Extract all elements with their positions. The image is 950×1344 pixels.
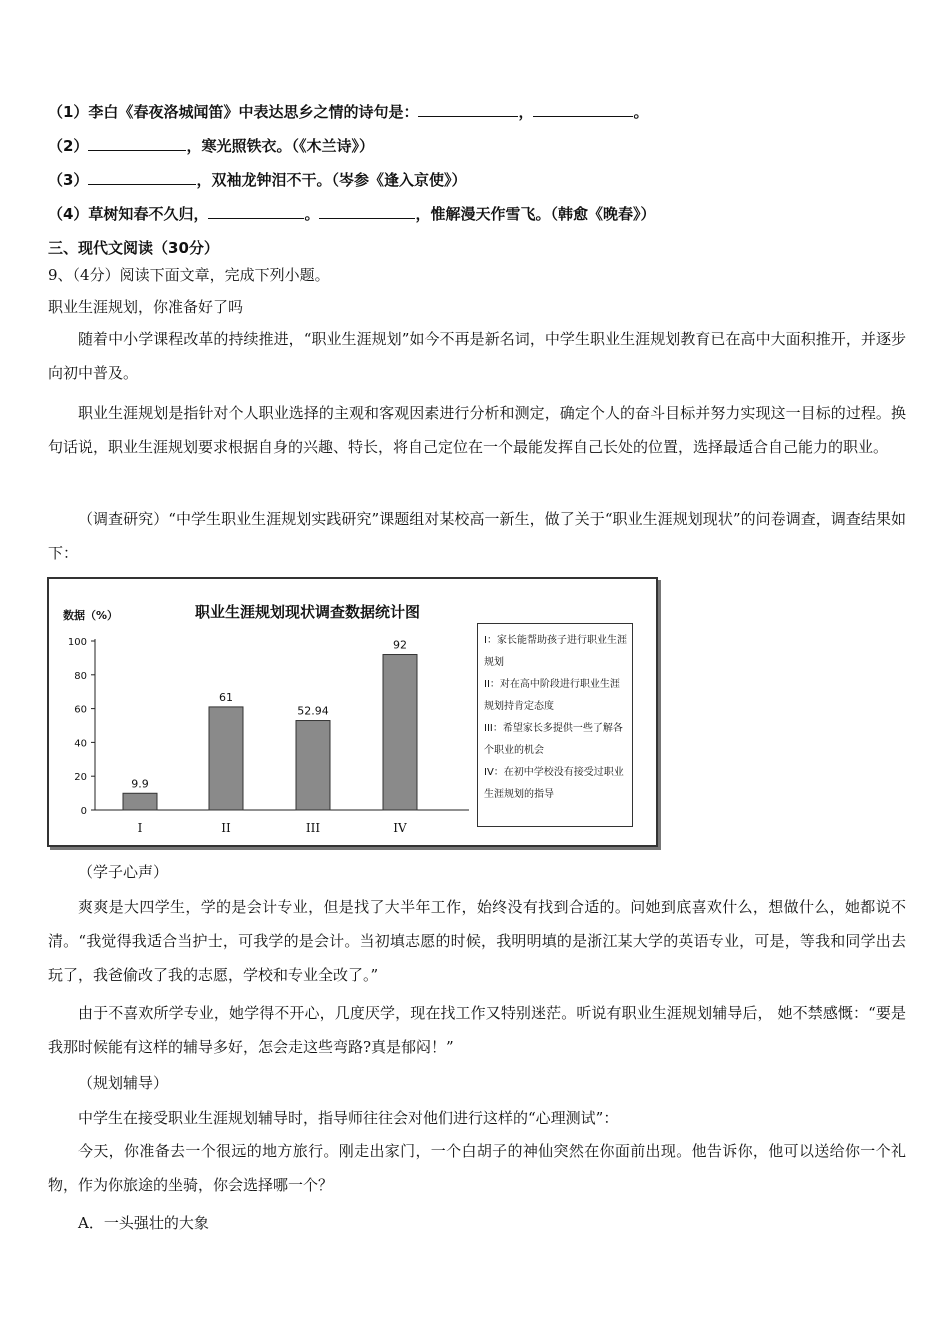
- paragraph-8: 中学生在接受职业生涯规划辅导时，指导师往往会对他们进行这样的“心理测试”：: [78, 1109, 619, 1127]
- paragraph-7: （规划辅导）: [78, 1074, 169, 1092]
- paragraph-9: 今天，你准备去一个很远的地方旅行。刚走出家门，一个白胡子的神仙突然在你面前出现。他告诉你，他可以送给你一个礼物，作为你旅途的坐骑，你会选择哪一个？: [48, 1142, 906, 1194]
- q4-prefix: （4）草树知春不久归，: [48, 205, 209, 223]
- paragraph-2: 职业生涯规划是指针对个人职业选择的主观和客观因素进行分析和测定，确定个人的奋斗目标并努力实现这一目标的过程。换句话说，职业生涯规划要求根据自身的兴趣、特长，将自己定位在一个最能发挥自己长处的位置，选择最适合自己能力的职业。: [48, 404, 906, 456]
- paragraph-5: 爽爽是大四学生，学的是会计专业，但是找了大半年工作，始终没有找到合适的。问她到底喜欢什么，想做什么，她都说不清。“我觉得我适合当护士，可我学的是会计。当初填志愿的时候，我明明填的是浙江某大学的英语专业，可是，等我和同学出去玩了，我爸偷改了我的志愿，学校和专业全改了。”: [48, 898, 906, 984]
- question-number: 9、（4分）阅读下面文章，完成下列小题。: [48, 266, 330, 284]
- legend-item-4: IV：在初中学校没有接受过职业生涯规划的指导: [484, 767, 624, 800]
- bar-value-label: 9.9: [131, 777, 149, 791]
- q2-suffix: ，寒光照铁衣。（《木兰诗》）: [186, 137, 374, 155]
- q4-suffix: ，惟解漫天作雪飞。（韩愈《晚春》）: [415, 205, 656, 223]
- poem-question-3: [48, 170, 466, 190]
- chart-ylabel: 数据（%）: [63, 609, 119, 622]
- q4-mid: 。: [304, 205, 320, 223]
- y-tick-label: 20: [74, 772, 87, 784]
- x-tick-label: III: [305, 821, 321, 835]
- paragraph-6: 由于不喜欢所学专业，她学得不开心，几度厌学，现在找工作又特别迷茫。听说有职业生涯规划辅导后， 她不禁感慨：“要是我那时候能有这样的辅导多好，怎会走这些弯路?真是郁闷！”: [48, 1004, 906, 1056]
- bar-4: [383, 655, 417, 810]
- q2-prefix: （2）: [48, 137, 89, 155]
- q3-suffix: ，双袖龙钟泪不干。（岑参《逢入京使》）: [196, 171, 467, 189]
- bar-2: [209, 707, 243, 810]
- q4-blank-2[interactable]: [319, 204, 415, 219]
- poem-question-4: [48, 204, 655, 224]
- q1-blank-1[interactable]: [418, 102, 518, 117]
- paragraph-1: 随着中小学课程改革的持续推进，“职业生涯规划”如今不再是新名词，中学生职业生涯规划教育已在高中大面积推开，并逐步向初中普及。: [48, 330, 906, 382]
- q2-blank[interactable]: [88, 136, 186, 151]
- y-tick-label: 0: [80, 806, 87, 817]
- y-tick-label: 40: [74, 738, 87, 750]
- section-title: 三、现代文阅读（30分）: [48, 239, 219, 257]
- bar-value-label: 92: [393, 638, 407, 652]
- q4-blank-1[interactable]: [208, 204, 304, 219]
- chart-legend: [477, 623, 633, 827]
- article-title: 职业生涯规划，你准备好了吗: [48, 298, 244, 316]
- q1-text: （1）李白《春夜洛城闻笛》中表达思乡之情的诗句是：: [48, 103, 419, 121]
- legend-item-3: III：希望家长多提供一些了解各个职业的机会: [484, 723, 623, 756]
- x-tick-label: I: [137, 821, 143, 835]
- y-tick-label: 100: [67, 637, 87, 648]
- bar-value-label: 52.94: [297, 704, 329, 718]
- paragraph-3: （调查研究）“中学生职业生涯规划实践研究”课题组对某校高一新生，做了关于“职业生涯规划现状”的问卷调查，调查结果如下：: [48, 510, 906, 562]
- paragraph-10: A．一头强壮的大象: [78, 1214, 209, 1232]
- bar-3: [296, 721, 330, 810]
- y-tick-label: 80: [74, 670, 87, 682]
- poem-question-2: [48, 136, 374, 156]
- x-tick-label: IV: [393, 821, 407, 835]
- q1-sep: ，: [518, 103, 534, 121]
- legend-item-2: II：对在高中阶段进行职业生涯规划持肯定态度: [484, 679, 620, 712]
- q3-prefix: （3）: [48, 171, 89, 189]
- legend-item-1: I：家长能帮助孩子进行职业生涯规划: [484, 635, 627, 668]
- bar-1: [123, 793, 157, 810]
- x-tick-label: II: [221, 821, 231, 835]
- q1-end: 。: [633, 103, 649, 121]
- bar-chart: [47, 577, 658, 847]
- poem-question-1: [48, 102, 648, 122]
- q1-blank-2[interactable]: [533, 102, 633, 117]
- bar-value-label: 61: [219, 690, 233, 704]
- paragraph-4: （学子心声）: [78, 863, 169, 881]
- y-tick-label: 60: [74, 704, 87, 716]
- chart-title: 职业生涯规划现状调查数据统计图: [195, 603, 421, 621]
- q3-blank[interactable]: [88, 170, 196, 185]
